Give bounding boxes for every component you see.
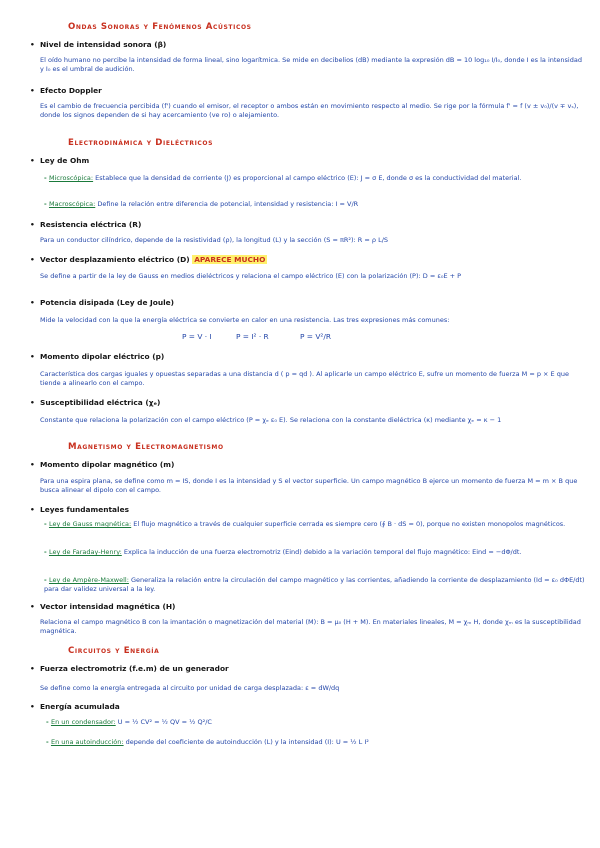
- energia-autoinduccion: - En una autoinducción: depende del coeficiente de autoinducción (L) y la intensidad (I): U = ½ L I²: [46, 738, 369, 746]
- faraday-label: Ley de Faraday-Henry:: [48, 548, 122, 556]
- ohm-macro-text: Define la relación entre diferencia de potencial, intensidad y resistencia: I = V/R: [95, 200, 359, 208]
- ohm-micro-text: Establece que la densidad de corriente (J) es proporcional al campo eléctrico (E): J = σ E, donde σ es la conductividad del material.: [93, 174, 522, 182]
- bullet-fem-title: Fuerza electromotriz (f.e.m) de un generador: [40, 664, 229, 673]
- cond-text: U = ½ CV² = ½ QV = ½ Q²/C: [115, 718, 212, 726]
- vd-text: Se define a partir de la ley de Gauss en medios dieléctricos y relaciona el campo eléctrico (E) con la polarización (P): D = ε₀E + P: [40, 272, 462, 280]
- bullet-momento-magnetico: • Momento dipolar magnético (m): [30, 460, 175, 469]
- bullet-potencia: • Potencia disipada (Ley de Joule): [30, 298, 175, 307]
- section-title-ondas: Ondas Sonoras y Fenómenos Acústicos: [68, 22, 252, 32]
- auto-label: En una autoinducción:: [50, 738, 124, 746]
- bullet-ohm-title: Ley de Ohm: [40, 156, 90, 165]
- bullet-resistencia: • Resistencia eléctrica (R): [30, 220, 142, 229]
- ley-faraday: - Ley de Faraday-Henry: Explica la inducción de una fuerza electromotriz (Eind) debido a la variación temporal del flujo magnético: Eind = −dΦ/dt.: [44, 548, 522, 556]
- section-title-magnetismo: Magnetismo y Electromagnetismo: [68, 442, 224, 452]
- nivel-text: El oído humano no percibe la intensidad de forma lineal, sino logarítmica. Se mide en decibelios (dB) mediante la expresión dB = 10 log₁₀ I/I₀, donde I es la intensidad y I₀ es el umbral de audición.: [40, 56, 582, 73]
- formula-p-vi: P = V · I: [182, 332, 212, 341]
- bullet-pot-title: Potencia disipada (Ley de Joule): [40, 298, 175, 307]
- bullet-vd-title: Vector desplazamiento eléctrico (D): [40, 255, 190, 264]
- ley-ampere: - Ley de Ampère-Maxwell: Generaliza la relación entre la circulación del campo magnético y las corrientes, añadiendo la corriente de desplazamiento (Id = ε₀ dΦE/dt) para dar validez universal a la ley.: [44, 576, 585, 593]
- bullet-doppler: • Efecto Doppler: [30, 86, 102, 95]
- formula-p-i2r: P = I² · R: [236, 332, 269, 341]
- bullet-en-title: Energía acumulada: [40, 702, 120, 711]
- cond-label: En un condensador:: [50, 718, 116, 726]
- gauss-text: El flujo magnético a través de cualquier superficie cerrada es siempre cero (∮ B · dS = 0), porque no existen monopolos magnéticos.: [131, 520, 566, 528]
- ohm-micro: - Microscópica: Establece que la densidad de corriente (J) es proporcional al campo eléctrico (E): J = σ E, donde σ es la conductividad del material.: [44, 174, 522, 182]
- bullet-leyes-title: Leyes fundamentales: [40, 505, 129, 514]
- h-text: Relaciona el campo magnético B con la imantación o magnetización del material (M): B = μ₀ (H + M). En materiales lineales, M = χₘ H, donde χₘ es la susceptibilidad magnética.: [40, 618, 581, 635]
- bullet-dip-title: Momento dipolar eléctrico (p): [40, 352, 165, 361]
- bullet-dipolo: • Momento dipolar eléctrico (p): [30, 352, 165, 361]
- formula-p-v2r: P = V²/R: [300, 332, 331, 341]
- bullet-fem: • Fuerza electromotriz (f.e.m) de un generador: [30, 664, 229, 673]
- pot-text: Mide la velocidad con la que la energía eléctrica se convierte en calor en una resistencia. Las tres expresiones más comunes:: [40, 316, 450, 324]
- mdip-text: Para una espira plana, se define como m = IS, donde I es la intensidad y S el vector superficie. Un campo magnético B ejerce un momento de fuerza M = m × B que busca alinear el dipolo con el campo.: [40, 477, 578, 494]
- bullet-nivel-title: Nivel de intensidad sonora (β): [40, 40, 167, 49]
- section-title-electrodinamica: Electrodinámica y Dieléctricos: [68, 138, 214, 148]
- ohm-macro-label: Macroscópica:: [48, 200, 96, 208]
- faraday-text: Explica la inducción de una fuerza electromotriz (Eind) debido a la variación temporal del flujo magnético: Eind = −dΦ/dt.: [121, 548, 522, 556]
- bullet-res-title: Resistencia eléctrica (R): [40, 220, 142, 229]
- bullet-nivel: • Nivel de intensidad sonora (β): [30, 40, 167, 49]
- ampere-text: Generaliza la relación entre la circulación del campo magnético y las corrientes, añadiendo la corriente de desplazamiento (Id = ε₀ dΦE/dt) para dar validez universal a la ley.: [44, 576, 585, 593]
- highlight-aparece-mucho: APARECE MUCHO: [194, 255, 266, 264]
- doppler-text: Es el cambio de frecuencia percibida (f') cuando el emisor, el receptor o ambos están en movimiento respecto al medio. Se rige por la fórmula f' = f (v ± v₀)/(v ∓ vₛ), donde los signos dependen de si hay acercamiento (ve ro) o alejamiento.: [40, 102, 579, 119]
- gauss-label: Ley de Gauss magnética:: [48, 520, 132, 528]
- bullet-sus-title: Susceptibilidad eléctrica (χₑ): [40, 398, 161, 407]
- bullet-intensidad-magnetica: • Vector intensidad magnética (H): [30, 602, 176, 611]
- bullet-doppler-title: Efecto Doppler: [40, 86, 102, 95]
- dip-text: Característica dos cargas iguales y opuestas separadas a una distancia d ( p = qd ). Al aplicarle un campo eléctrico E, sufre un momento de fuerza M = p × E que tiende a alinearlo con el campo.: [40, 370, 569, 387]
- ohm-micro-label: Microscópica:: [48, 174, 94, 182]
- fem-text: Se define como la energía entregada al circuito por unidad de carga desplazada: ε = dW/dq: [40, 684, 340, 692]
- bullet-leyes: • Leyes fundamentales: [30, 505, 129, 514]
- bullet-susceptibilidad: • Susceptibilidad eléctrica (χₑ): [30, 398, 161, 407]
- bullet-ohm: • Ley de Ohm: [30, 156, 90, 165]
- bullet-mdip-title: Momento dipolar magnético (m): [40, 460, 175, 469]
- bullet-h-title: Vector intensidad magnética (H): [40, 602, 176, 611]
- bullet-desplazamiento: • Vector desplazamiento eléctrico (D) APARECE MUCHO: [30, 255, 266, 264]
- bullet-energia: • Energía acumulada: [30, 702, 120, 711]
- res-text: Para un conductor cilíndrico, depende de la resistividad (ρ), la longitud (L) y la sección (S = πR²): R = ρ L/S: [40, 236, 389, 244]
- ley-gauss: - Ley de Gauss magnética: El flujo magnético a través de cualquier superficie cerrada es siempre cero (∮ B · dS = 0), porque no existen monopolos magnéticos.: [44, 520, 566, 528]
- sus-text: Constante que relaciona la polarización con el campo eléctrico (P = χₑ ε₀ E). Se relaciona con la constante dieléctrica (κ) mediante χₑ = κ − 1: [40, 416, 502, 424]
- energia-condensador: - En un condensador: U = ½ CV² = ½ QV = ½ Q²/C: [46, 718, 212, 726]
- section-title-circuitos: Circuitos y Energía: [68, 646, 160, 656]
- ampere-label: Ley de Ampère-Maxwell:: [48, 576, 129, 584]
- auto-text: depende del coeficiente de autoinducción (L) y la intensidad (I): U = ½ L I²: [123, 738, 369, 746]
- ohm-macro: - Macroscópica: Define la relación entre diferencia de potencial, intensidad y resistencia: I = V/R: [44, 200, 359, 208]
